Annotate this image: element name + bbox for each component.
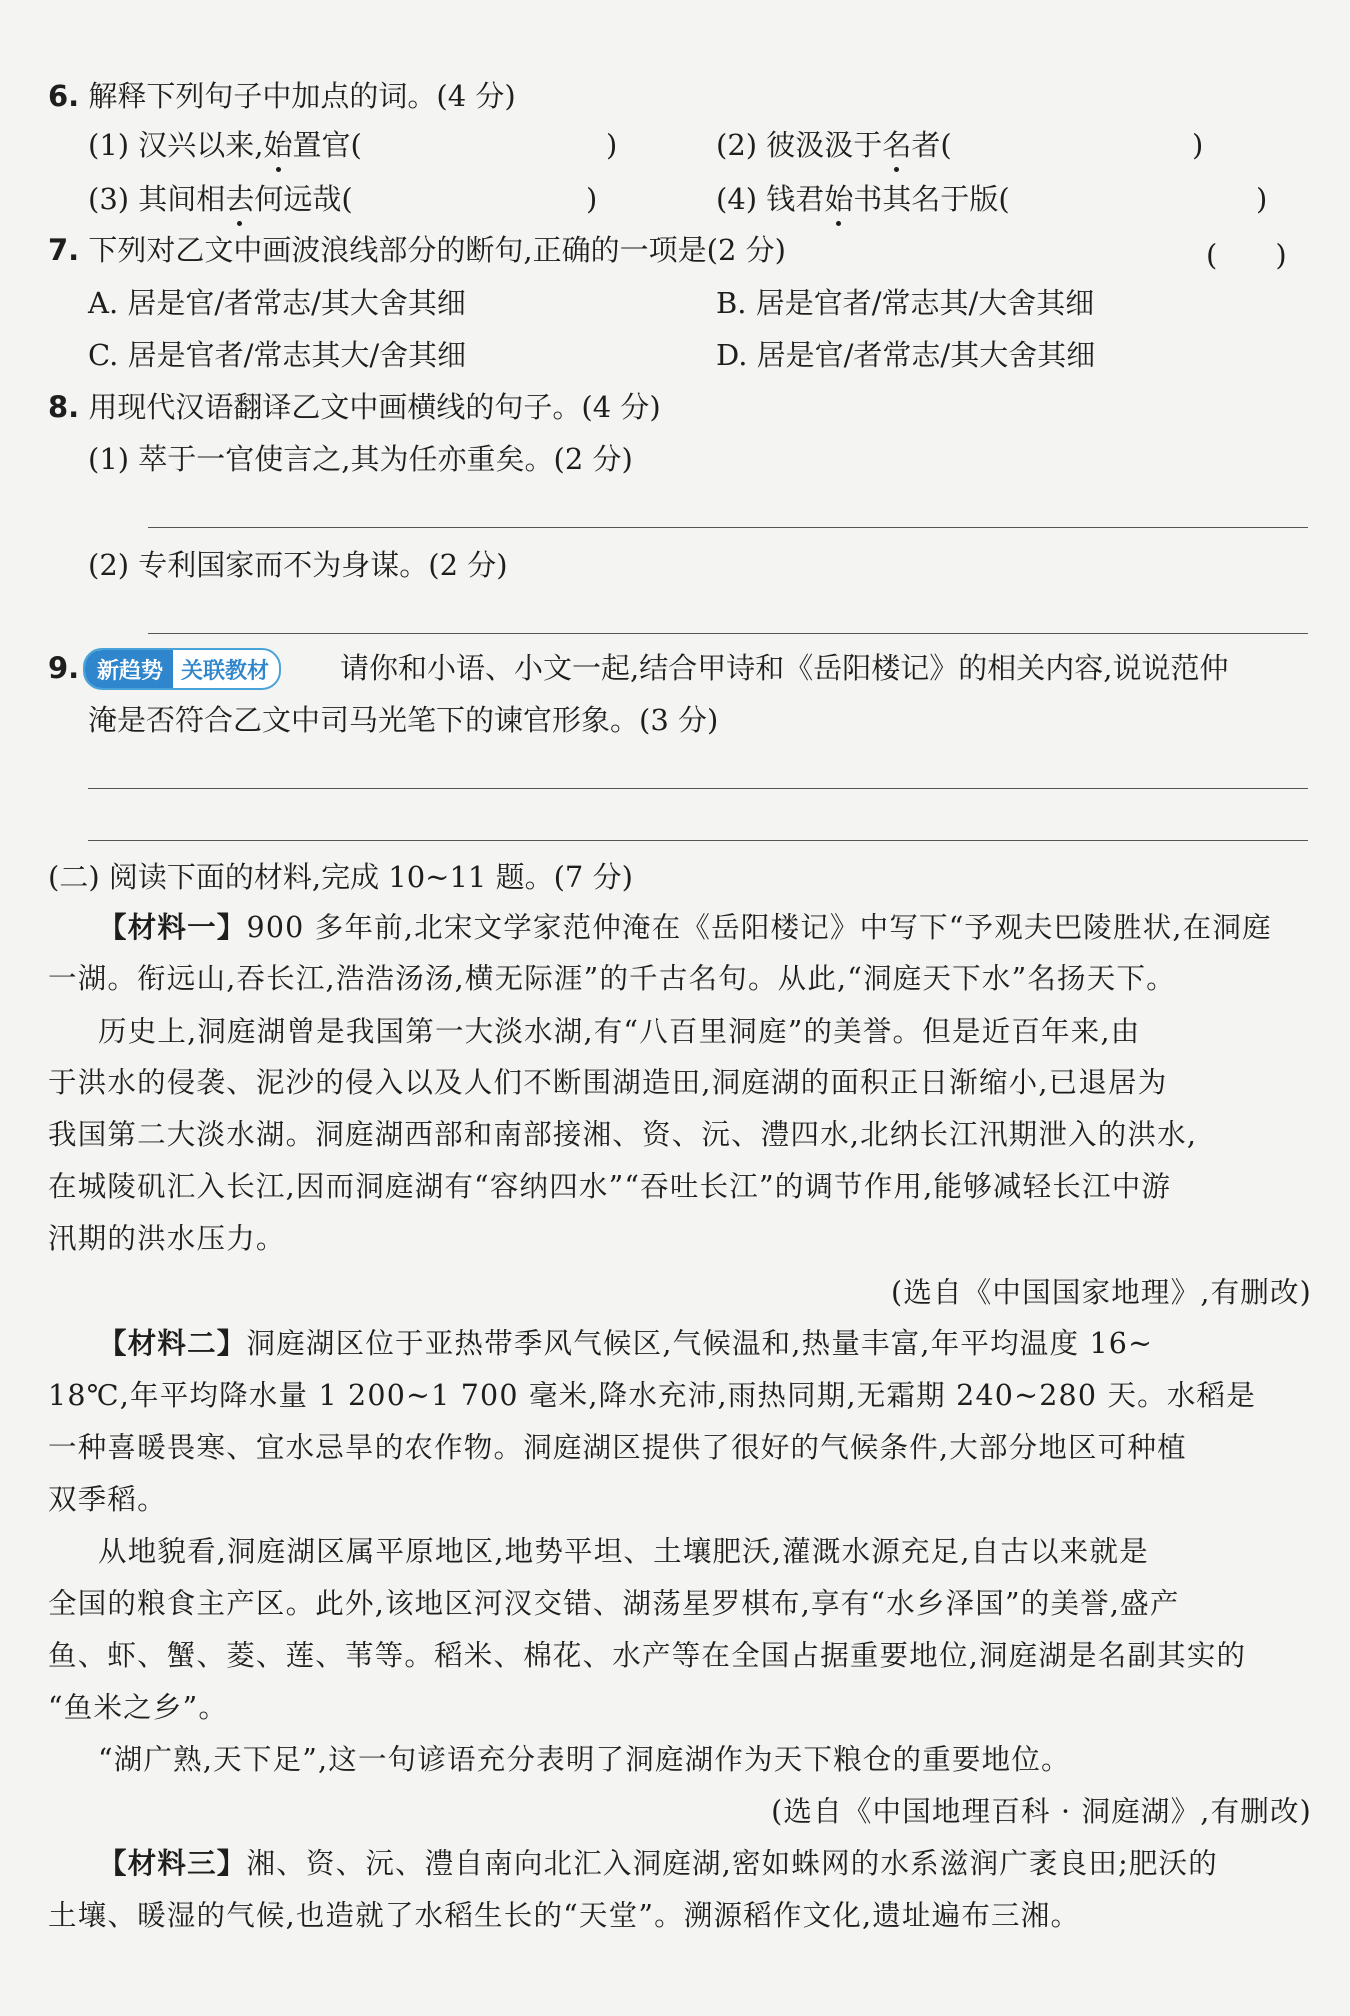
dotted-word: 始 [263,128,293,162]
question-text: 下列对乙文中画波浪线部分的断句,正确的一项是(2 分) [88,233,786,267]
q6-item-text: 者( [911,128,952,162]
material-1-line: 历史上,洞庭湖曾是我国第一大淡水湖,有“八百里洞庭”的美誉。但是近百年来,由 [98,1015,1141,1048]
dotted-word: 去 [225,182,255,216]
material-text: 900 多年前,北宋文学家范仲淹在《岳阳楼记》中写下“予观夫巴陵胜状,在洞庭 [246,911,1272,944]
material-1-line: 我国第二大淡水湖。洞庭湖西部和南部接湘、资、沅、澧四水,北纳长江汛期泄入的洪水, [48,1118,1198,1151]
material-2-line: 全国的粮食主产区。此外,该地区河汊交错、湖荡星罗棋布,享有“水乡泽国”的美誉,盛产 [48,1587,1180,1620]
answer-line[interactable] [148,527,1308,528]
question-7-stem [48,233,786,268]
q6-item-text: (1) 汉兴以来, [88,128,264,162]
q6-item-1 [88,128,362,163]
material-1-line: 在城陵矶汇入长江,因而洞庭湖有“容纳四水”“吞吐长江”的调节作用,能够减轻长江中游 [48,1170,1172,1203]
q6-item-text: (3) 其间相 [88,182,226,216]
answer-paren-close[interactable]: ) [586,182,598,216]
question-9-line1: 请你和小语、小文一起,结合甲诗和《岳阳楼记》的相关内容,说说范仲 [340,651,1229,685]
badge-new-trend: 新趋势 [85,650,173,688]
section-2-heading: (二) 阅读下面的材料,完成 10~11 题。(7 分) [48,860,633,894]
answer-paren-close[interactable]: ) [606,128,618,162]
material-1-tag: 【材料一】 [98,911,247,944]
material-2-line: “湖广熟,天下足”,这一句谚语充分表明了洞庭湖作为天下粮仓的重要地位。 [98,1743,1071,1776]
material-2-line: 双季稻。 [48,1483,167,1516]
q6-item-text: 书其名于版( [853,182,1010,216]
q6-item-text: (2) 彼汲汲于 [716,128,883,162]
material-text: 洞庭湖区位于亚热带季风气候区,气候温和,热量丰富,年平均温度 16~ [246,1327,1154,1360]
q6-item-3 [88,182,353,217]
material-text: 湘、资、沅、澧自南向北汇入洞庭湖,密如蛛网的水系滋润广袤良田;肥沃的 [246,1847,1218,1880]
dotted-word: 始 [824,182,854,216]
question-9-number [48,651,79,686]
option-a[interactable]: A. 居是官/者常志/其大舍其细 [88,286,466,320]
material-2-line: 一种喜暖畏寒、宜水忌旱的农作物。洞庭湖区提供了很好的气候条件,大部分地区可种植 [48,1431,1187,1464]
question-text: 用现代汉语翻译乙文中画横线的句子。(4 分) [88,390,661,424]
question-text: 解释下列句子中加点的词。(4 分) [88,79,516,113]
question-6-stem [48,79,516,114]
q6-item-4 [716,182,1010,217]
question-number: 9. [48,651,80,685]
q8-sub-2: (2) 专利国家而不为身谋。(2 分) [88,548,508,582]
material-3-tag: 【材料三】 [98,1847,247,1880]
answer-paren-close[interactable]: ) [1192,128,1204,162]
question-8-stem [48,390,661,425]
material-2-line: “鱼米之乡”。 [48,1691,229,1724]
q6-item-text: 置官( [292,128,362,162]
material-1-line: 一湖。衔远山,吞长江,浩浩汤汤,横无际涯”的千古名句。从此,“洞庭天下水”名扬天下。 [48,962,1176,995]
material-1-line: 于洪水的侵袭、泥沙的侵入以及人们不断围湖造田,洞庭湖的面积正日渐缩小,已退居为 [48,1066,1168,1099]
q6-item-text: 何远哉( [254,182,353,216]
answer-line[interactable] [148,633,1308,634]
material-2-line: 从地貌看,洞庭湖区属平原地区,地势平坦、土壤肥沃,灌溉水源充足,自古以来就是 [98,1535,1149,1568]
option-b[interactable]: B. 居是官者/常志其/大舍其细 [716,286,1095,320]
answer-paren-close[interactable]: ) [1256,182,1268,216]
material-2-line: 鱼、虾、蟹、菱、莲、苇等。稻米、棉花、水产等在全国占据重要地位,洞庭湖是名副其实的 [48,1639,1247,1672]
material-3-line: 土壤、暖湿的气候,也造就了水稻生长的“天堂”。溯源稻作文化,遗址遍布三湘。 [48,1899,1081,1932]
q8-sub-1: (1) 萃于一官使言之,其为任亦重矣。(2 分) [88,442,633,476]
answer-paren[interactable]: ( ) [1206,238,1287,272]
material-2-source: (选自《中国地理百科 · 洞庭湖》,有删改) [771,1795,1312,1828]
q6-item-2 [716,128,952,163]
material-3-line [98,1847,1218,1881]
material-1-line [98,911,1272,945]
question-number: 8. [48,390,80,424]
material-1-line: 汛期的洪水压力。 [48,1222,286,1255]
dotted-word: 名 [882,128,912,162]
option-c[interactable]: C. 居是官者/常志其大/舍其细 [88,338,467,372]
material-2-tag: 【材料二】 [98,1327,247,1360]
option-d[interactable]: D. 居是官/者常志/其大舍其细 [716,338,1096,372]
new-trend-badge [83,648,281,690]
question-number: 6. [48,79,80,113]
answer-line[interactable] [88,840,1308,841]
material-2-line: 18℃,年平均降水量 1 200~1 700 毫米,降水充沛,雨热同期,无霜期 240~280 天。水稻是 [48,1379,1256,1412]
material-2-line [98,1327,1153,1361]
q6-item-text: (4) 钱君 [716,182,825,216]
answer-line[interactable] [88,788,1308,789]
question-9-line2: 淹是否符合乙文中司马光笔下的谏官形象。(3 分) [88,703,719,737]
question-number: 7. [48,233,80,267]
badge-textbook-link: 关联教材 [181,658,270,684]
material-1-source: (选自《中国国家地理》,有删改) [891,1276,1312,1309]
